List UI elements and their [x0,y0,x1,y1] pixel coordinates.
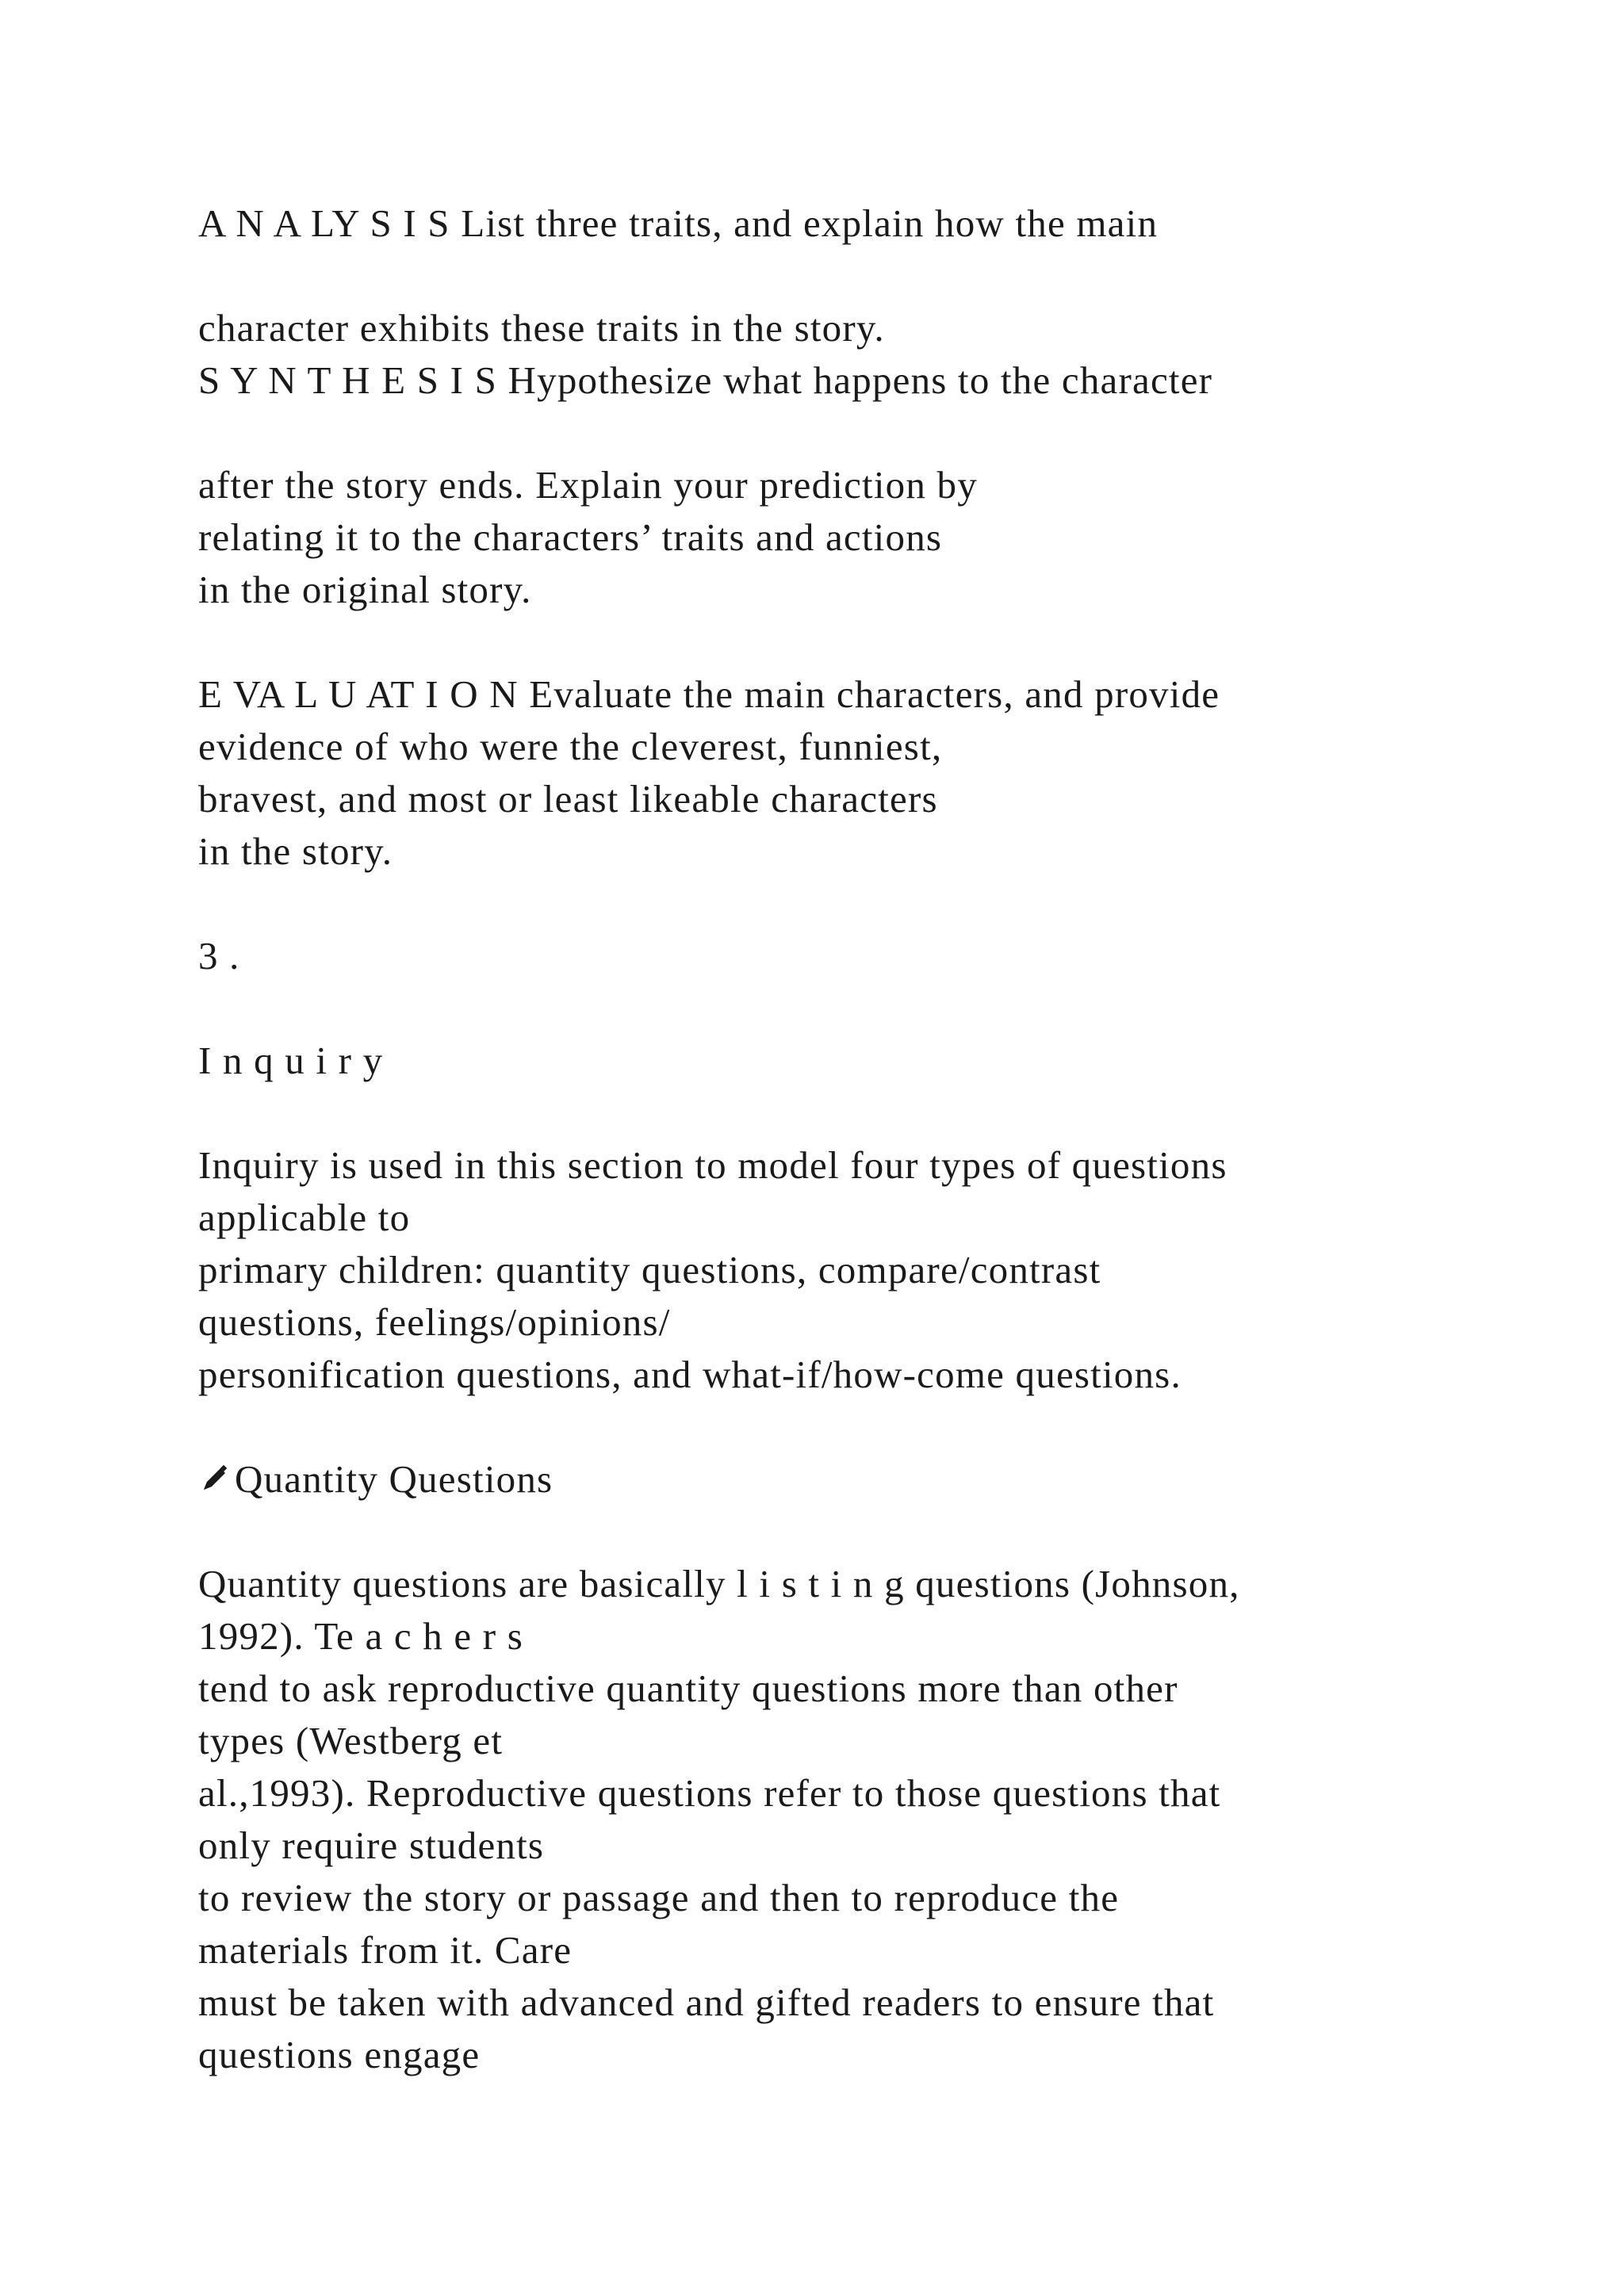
quantity-paragraph-line-9: must be taken with advanced and gifted readers to ensure that [198,1980,1215,2024]
section-number: 3 . [198,934,240,978]
analysis-line-1: A N A LY S I S List three traits, and explain how the main [198,201,1159,245]
evaluation-line-4: in the story. [198,829,393,873]
inquiry-paragraph-line-5: personification questions, and what-if/how-come questions. [198,1353,1182,1396]
inquiry-paragraph-line-3: primary children: quantity questions, compare/contrast [198,1248,1101,1292]
quantity-paragraph-line-6: only require students [198,1823,545,1867]
section-heading: I n q u i r y [198,1039,384,1082]
pencil-icon [198,1464,230,1495]
synthesis-line-1: S Y N T H E S I S Hypothesize what happens to the character [198,358,1213,402]
synthesis-line-3: relating it to the characters’ traits and actions [198,515,943,559]
quantity-paragraph-line-4: types (Westberg et [198,1719,504,1762]
analysis-line-2: character exhibits these traits in the story. [198,306,885,350]
subheading-quantity-questions [198,1456,553,1503]
evaluation-line-1: E VA L U AT I O N Evaluate the main characters, and provide [198,672,1220,716]
evaluation-line-2: evidence of who were the cleverest, funniest, [198,725,943,768]
inquiry-paragraph-line-1: Inquiry is used in this section to model four types of questions [198,1143,1228,1187]
quantity-paragraph-line-3: tend to ask reproductive quantity questions more than other [198,1667,1178,1710]
synthesis-line-4: in the original story. [198,568,532,611]
quantity-paragraph-line-7: to review the story or passage and then to reproduce the [198,1876,1120,1919]
quantity-paragraph-line-1: Quantity questions are basically l i s t i n g questions (Johnson, [198,1562,1240,1605]
quantity-paragraph-line-2: 1992). Te a c h e r s [198,1614,524,1658]
inquiry-paragraph-line-4: questions, feelings/opinions/ [198,1300,671,1344]
inquiry-paragraph-line-2: applicable to [198,1196,411,1239]
quantity-paragraph-line-10: questions engage [198,2033,481,2076]
synthesis-line-2: after the story ends. Explain your prediction by [198,463,978,507]
quantity-paragraph-line-8: materials from it. Care [198,1928,573,1972]
quantity-paragraph-line-5: al.,1993). Reproductive questions refer to those questions that [198,1771,1221,1815]
subheading-label: Quantity Questions [235,1457,553,1501]
evaluation-line-3: bravest, and most or least likeable characters [198,777,938,821]
